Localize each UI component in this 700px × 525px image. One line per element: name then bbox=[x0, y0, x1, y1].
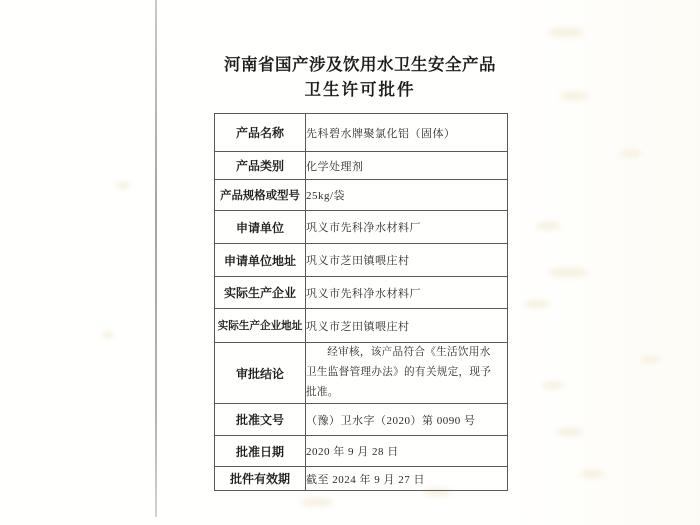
table-row bbox=[215, 114, 508, 152]
table-row bbox=[215, 244, 508, 277]
row-label: 产品名称 bbox=[215, 114, 306, 152]
scan-artifact bbox=[580, 470, 604, 478]
license-table bbox=[214, 113, 508, 491]
table-row bbox=[215, 211, 508, 244]
row-value: 化学处理剂 bbox=[306, 152, 508, 180]
row-label: 批准日期 bbox=[215, 436, 306, 467]
table-row bbox=[215, 404, 508, 436]
scan-artifact bbox=[640, 356, 660, 363]
row-label: 实际生产企业地址 bbox=[215, 309, 306, 343]
row-value: 截至 2024 年 9 月 27 日 bbox=[306, 467, 508, 491]
row-label: 产品规格或型号 bbox=[215, 180, 306, 211]
document-title-line1: 河南省国产涉及饮用水卫生安全产品 bbox=[224, 55, 496, 74]
row-label: 申请单位地址 bbox=[215, 244, 306, 277]
row-value: 2020 年 9 月 28 日 bbox=[306, 436, 508, 467]
paper-edge-line bbox=[155, 0, 157, 517]
scan-artifact bbox=[102, 332, 114, 339]
row-label: 申请单位 bbox=[215, 211, 306, 244]
row-label: 批准文号 bbox=[215, 404, 306, 436]
row-value: 巩义市芝田镇喂庄村 bbox=[306, 244, 508, 277]
row-value: 巩义市先科净水材料厂 bbox=[306, 277, 508, 309]
license-document bbox=[160, 0, 560, 525]
table-row bbox=[215, 467, 508, 491]
row-label: 审批结论 bbox=[215, 343, 306, 404]
scan-artifact bbox=[116, 182, 130, 189]
row-value: 先科碧水牌聚氯化铝（固体） bbox=[306, 114, 508, 152]
document-title-line2: 卫生许可批件 bbox=[304, 80, 416, 99]
row-label: 产品类别 bbox=[215, 152, 306, 180]
scan-artifact bbox=[620, 150, 642, 157]
row-value: 25kg/袋 bbox=[306, 180, 508, 211]
scan-artifact bbox=[560, 92, 588, 100]
row-value: （豫）卫水字（2020）第 0090 号 bbox=[306, 404, 508, 436]
row-value: 经审核，该产品符合《生活饮用水卫生监督管理办法》的有关规定，现予批准。 bbox=[306, 343, 508, 404]
row-value: 巩义市先科净水材料厂 bbox=[306, 211, 508, 244]
row-label: 实际生产企业 bbox=[215, 277, 306, 309]
table-row bbox=[215, 436, 508, 467]
table-row bbox=[215, 152, 508, 180]
row-label: 批件有效期 bbox=[215, 467, 306, 491]
row-value: 巩义市芝田镇喂庄村 bbox=[306, 309, 508, 343]
table-row bbox=[215, 277, 508, 309]
table-row bbox=[215, 343, 508, 404]
table-row bbox=[215, 180, 508, 211]
table-row bbox=[215, 309, 508, 343]
